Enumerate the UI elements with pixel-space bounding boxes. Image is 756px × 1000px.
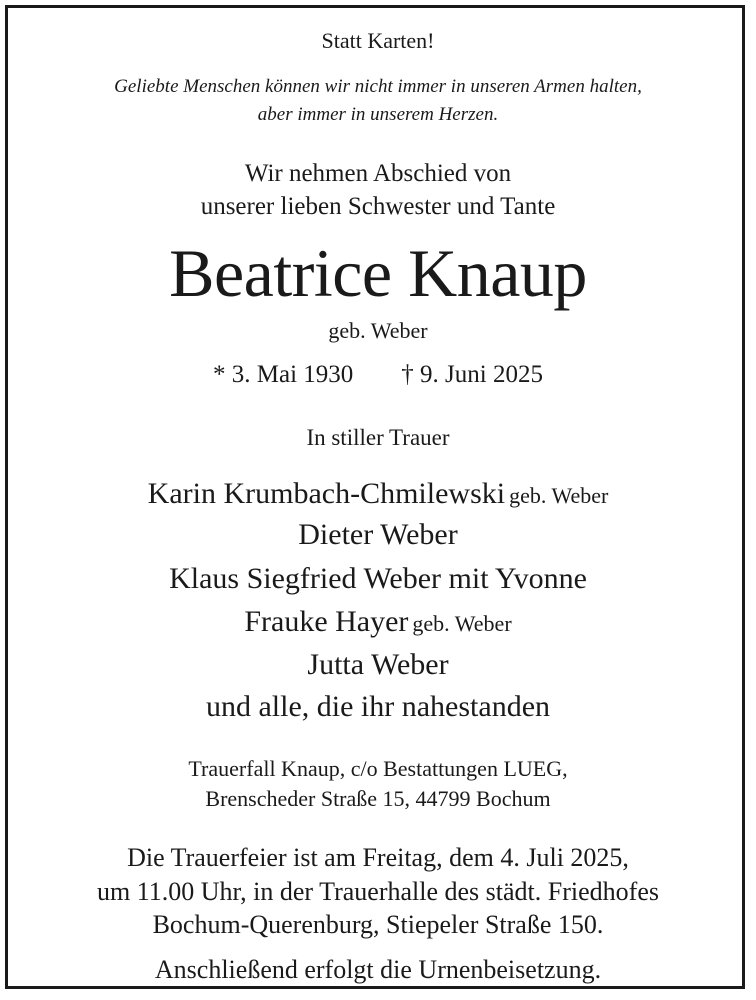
mourner-line	[0, 692, 756, 722]
motto-line-2: aber immer in unserem Herzen.	[257, 104, 499, 125]
address-line-1: Trauerfall Knaup, c/o Bestattungen LUEG,	[188, 756, 568, 781]
mourner-line	[0, 479, 756, 509]
address-line-2: Brenscheder Straße 15, 44799 Bochum	[205, 786, 551, 811]
birth-date: * 3. Mai 1930	[213, 361, 354, 388]
deceased-name: Beatrice Knaup	[169, 235, 587, 311]
mourner-name: Karin Krumbach-Chmilewski	[147, 477, 506, 510]
service-line-1: Die Trauerfeier ist am Freitag, dem 4. Juli 2025,	[127, 843, 629, 872]
mourner-name: Dieter Weber	[298, 518, 458, 551]
mourner-maiden-note: geb. Weber	[412, 611, 512, 636]
intro-line-1: Wir nehmen Abschied von	[244, 160, 512, 187]
header-text: Statt Karten!	[321, 28, 435, 53]
closing-text: Anschließend erfolgt die Urnenbeisetzung.	[154, 955, 602, 984]
deceased-maiden-name: geb. Weber	[328, 318, 428, 343]
mourner-name: Frauke Hayer	[244, 605, 409, 638]
service-line-3: Bochum-Querenburg, Stiepeler Straße 150.	[152, 910, 604, 939]
mourner-name: Klaus Siegfried Weber mit Yvonne	[169, 562, 587, 595]
mourner-line	[0, 520, 756, 550]
mourner-name: und alle, die ihr nahestanden	[205, 690, 551, 723]
death-date: † 9. Juni 2025	[401, 361, 543, 388]
mourner-maiden-note: geb. Weber	[509, 483, 609, 508]
service-line-2: um 11.00 Uhr, in der Trauerhalle des städt. Friedhofes	[97, 877, 659, 906]
mourner-name: Jutta Weber	[307, 648, 449, 681]
mourner-line	[0, 564, 756, 594]
mourner-line	[0, 607, 756, 637]
mourner-line	[0, 650, 756, 680]
mourning-lead: In stiller Trauer	[306, 425, 450, 450]
intro-line-2: unserer lieben Schwester und Tante	[200, 193, 556, 220]
life-dates	[0, 362, 756, 387]
motto-line-1: Geliebte Menschen können wir nicht immer in unseren Armen halten,	[114, 76, 642, 97]
